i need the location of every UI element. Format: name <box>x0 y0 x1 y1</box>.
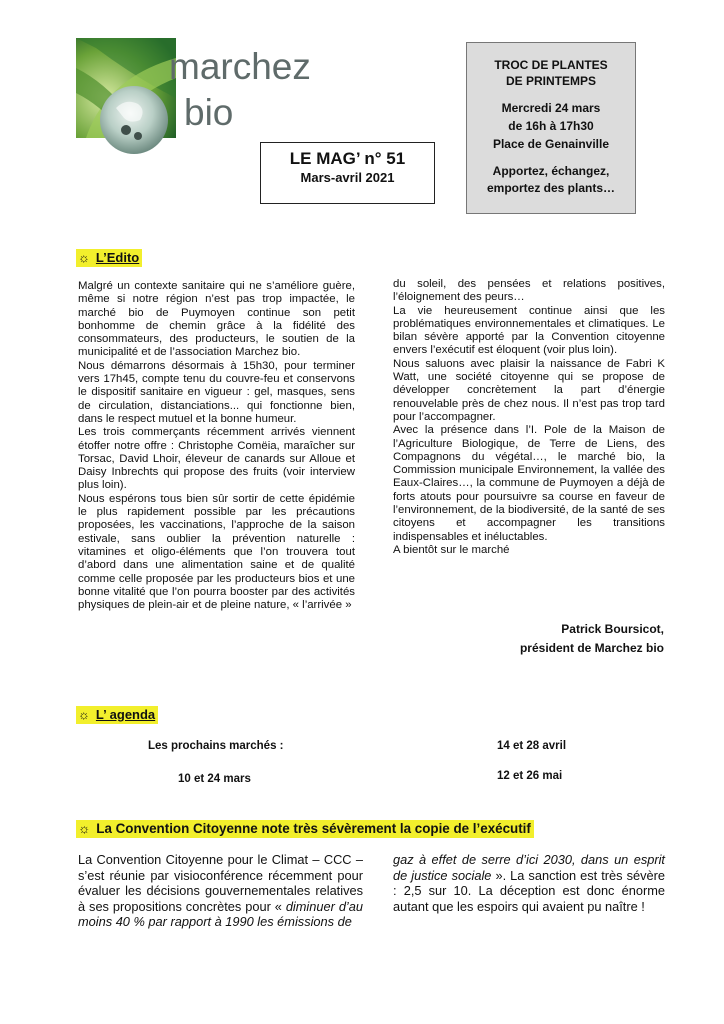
edito-paragraph: Nous espérons tous bien sûr sortir de cette épidémie le plus rapidement possible par les précautions proposées, les vaccinations, l’approche de la saison estivale, sans oublier la prévention naturelle : vitamines et oligo-éléments que l’on trouvera tout d’abord dans une alimentation saine et de qualité comme celle proposée par les producteurs bios et une bonne vitalité que l’on pourra booster par des activités physiques de plein-air et de pleine nature, « l’arrivée » <box>78 492 355 612</box>
plant-swap-time: de 16h à 17h30 <box>508 119 594 133</box>
edito-paragraph: Avec la présence dans l’I. Pole de la Maison de l’Agriculture Biologique, de Terre de Liens, des Compagnons du végétal…, le marché bio, la Commission municipale Environnement, la vallée des Eaux-Claires…, la commune de Puymoyen a déjà de forts atouts pour poursuivre sa course en faveur de l’environnement, de la biodiversité, de la santé de ses citoyens et accompagner les transitions indispensables et inéluctables. <box>393 424 665 543</box>
plant-swap-place: Place de Genainville <box>492 137 610 151</box>
edito-heading <box>76 249 142 267</box>
agenda-date-march: 10 et 24 mars <box>178 773 251 785</box>
convention-right-column <box>393 852 665 914</box>
sun-icon: ☼ <box>78 821 91 836</box>
edito-paragraph: La vie heureusement continue ainsi que les problématiques environnementales et climatiques. Le bilan sévère apporté par la Convention citoyenne envers l’exécutif est éloquent (voir plus loin). <box>393 304 665 357</box>
agenda-heading-label: L’ agenda <box>95 707 156 722</box>
convention-quote: gaz à effet de serre d’ici 2030, dans un esprit de justice sociale <box>393 852 665 883</box>
edito-paragraph: Nous démarrons désormais à 15h30, pour terminer vers 17h45, compte tenu du couvre-feu et conservons le dispositif sanitaire en vigueur : gel, masques, sens de circulation, distanciations... qui fonctionne bien, dans le respect mutuel et la bonne humeur. <box>78 359 355 425</box>
convention-text: La Convention Citoyenne pour le Climat – CCC – s’est réunie par visioconférence récemment pour évaluer les décisions gouvernementales relatives à ses propositions concrètes pour « <box>78 852 363 914</box>
edito-paragraph: A bientôt sur le marché <box>393 543 510 556</box>
plant-swap-call-1: Apportez, échangez, <box>492 164 610 178</box>
edito-paragraph: Malgré un contexte sanitaire qui ne s’améliore guère, même si notre région n’est pas trop impactée, le marché bio de Puymoyen continue son petit bonhomme de chemin grâce à la fidélité des consommateurs, des producteurs, le soutien de la municipalité et de l’association Marchez bio. <box>78 280 355 359</box>
agenda-heading <box>76 706 158 724</box>
sun-icon: ☼ <box>78 707 90 722</box>
agenda-date-april: 14 et 28 avril <box>497 740 567 752</box>
edito-paragraph: Nous saluons avec plaisir la naissance de Fabri K Watt, une société citoyenne qui se propose de développer concrètement la part d’énergie renouvelable près de chez nous. Il n’est pas trop tard pour l’accompagner. <box>393 357 665 423</box>
sun-icon: ☼ <box>78 250 90 265</box>
signature <box>520 620 664 658</box>
logo-text-bio: bio <box>184 92 234 133</box>
issue-title: LE MAG’ n° 51 <box>289 149 406 168</box>
plant-swap-title-2: DE PRINTEMPS <box>505 74 596 88</box>
issue-box <box>260 142 435 204</box>
plant-swap-call-2: emportez des plants… <box>486 181 616 195</box>
convention-heading-label: La Convention Citoyenne note très sévèrement la copie de l’exécutif <box>96 821 531 836</box>
agenda-date-may: 12 et 26 mai <box>497 770 563 782</box>
edito-right-column <box>393 278 665 557</box>
edito-left-column <box>78 280 355 612</box>
issue-date: Mars-avril 2021 <box>300 170 395 185</box>
convention-quote: diminuer d’au moins 40 % par rapport à 1990 les émissions de <box>78 898 364 929</box>
signature-name: Patrick Boursicot, <box>561 622 664 636</box>
logo-text-marchez: marchez <box>169 46 311 87</box>
plant-swap-date: Mercredi 24 mars <box>501 101 601 115</box>
agenda-label: Les prochains marchés : <box>148 740 284 752</box>
convention-left-column <box>78 852 363 930</box>
edito-paragraph: Les trois commerçants récemment arrivés viennent étoffer notre offre : Christophe Comëia, maraîcher sur Torsac, David Lhoir, éleveur de canards sur Alloue et Daisy Inbrechts qui propose des fruits (voir interview plus loin). <box>78 426 355 492</box>
convention-text: ». La sanction est très sévère : 2,5 sur 10. La déception est donc énorme autant que les espoirs qui avaient pu naître ! <box>393 867 666 914</box>
plant-swap-title-1: TROC DE PLANTES <box>494 58 608 72</box>
signature-role: président de Marchez bio <box>519 641 664 655</box>
edito-paragraph: du soleil, des pensées et relations positives, l’éloignement des peurs… <box>393 278 665 304</box>
marchez-bio-logo <box>76 38 311 166</box>
edito-heading-label: L’Edito <box>95 250 140 265</box>
convention-heading <box>76 820 534 838</box>
plant-swap-box <box>466 42 636 214</box>
